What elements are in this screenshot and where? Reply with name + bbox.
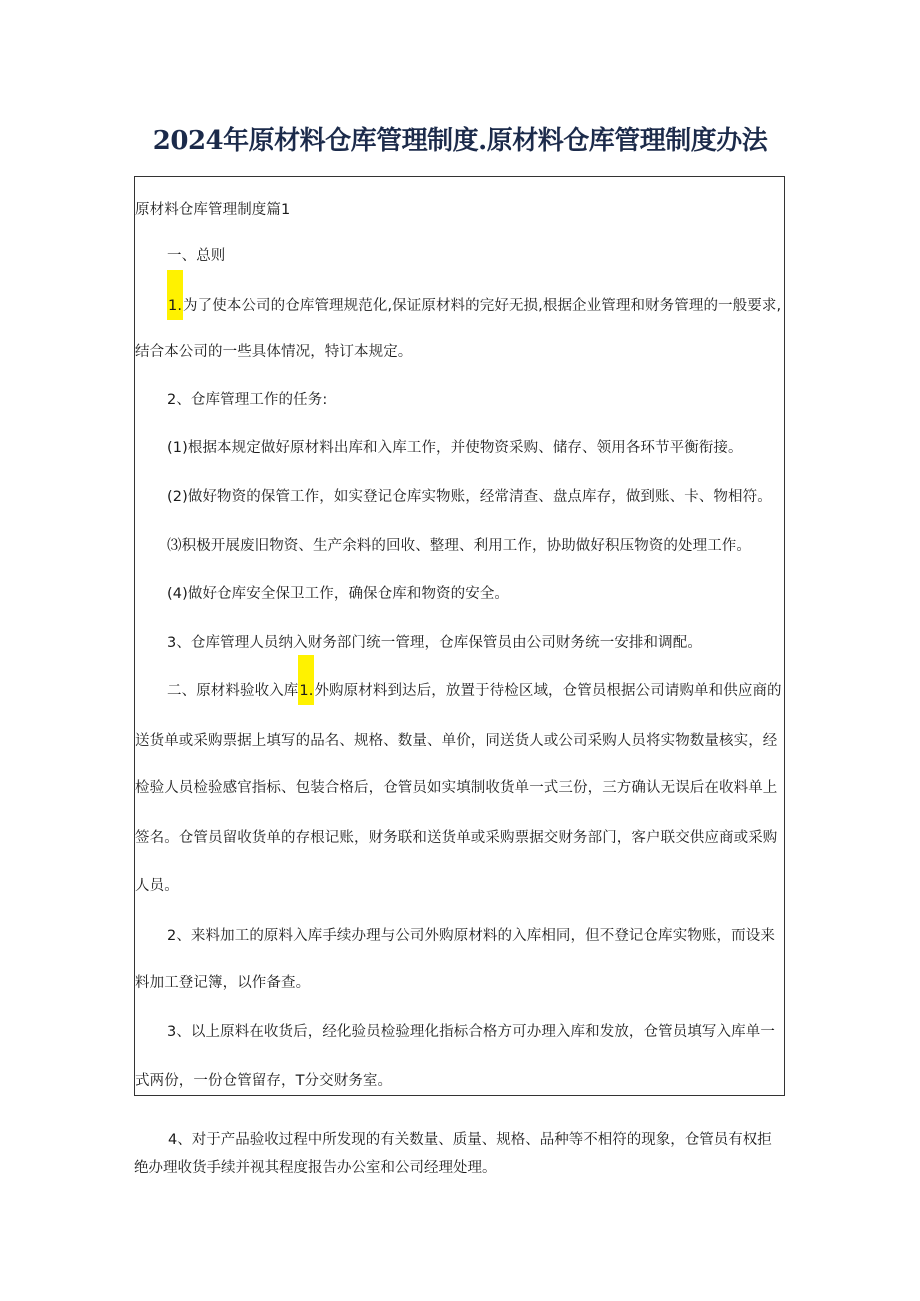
highlight-mark: 1.: [299, 683, 314, 699]
paragraph-1: [135, 296, 785, 316]
paragraph-s2-4: 4、对于产品验收过程中所发现的有关数量、质量、规格、品种等不相符的现象，仓管员有权拒: [168, 1132, 772, 1148]
paragraph-1-cont: 结合本公司的一些具体情况，特订本规定。: [135, 344, 413, 360]
section-receiving: [135, 681, 785, 701]
paragraph-1-text: 为了使本公司的仓库管理规范化,保证原材料的完好无损,根据企业管理和财务管理的一般要求,: [183, 298, 782, 314]
paragraph-2: 2、仓库管理工作的任务:: [167, 392, 328, 408]
paragraph-s2-2-cont: 料加工登记簿，以作备查。: [135, 975, 311, 991]
section-general: 一、总则: [167, 248, 226, 264]
section-receiving-cont-2: 检验人员检验感官指标、包装合格后，仓管员如实填制收货单一式三份，三方确认无误后在收料单上: [135, 780, 778, 796]
section-receiving-title: 二、原材料验收入库: [167, 683, 299, 699]
paragraph-2-4: (4)做好仓库安全保卫工作，确保仓库和物资的安全。: [167, 586, 510, 602]
paragraph-2-2: (2)做好物资的保管工作，如实登记仓库实物账，经常清查、盘点库存，做到账、卡、物相符。: [167, 489, 772, 505]
section-heading: 原材料仓库管理制度篇1: [135, 202, 291, 218]
section-receiving-cont-3: 签名。仓管员留收货单的存根记账，财务联和送货单或采购票据交财务部门，客户联交供应商或采购: [135, 830, 778, 846]
paragraph-3: 3、仓库管理人员纳入财务部门统一管理，仓库保管员由公司财务统一安排和调配。: [167, 635, 702, 651]
paragraph-2-3: ⑶积极开展废旧物资、生产余料的回收、整理、利用工作，协助做好积压物资的处理工作。: [167, 538, 751, 554]
highlight-mark: 1.: [168, 298, 183, 314]
paragraph-s2-2: 2、来料加工的原料入库手续办理与公司外购原材料的入库相同，但不登记仓库实物账，而设来: [167, 928, 775, 944]
document-title: 2024年原材料仓库管理制度.原材料仓库管理制度办法: [152, 126, 768, 156]
section-receiving-cont-4: 人员。: [135, 878, 179, 894]
paragraph-s2-3-cont: 式两份，一份仓管留存，T分交财务室。: [135, 1073, 393, 1089]
paragraph-s2-3: 3、以上原料在收货后，经化验员检验理化指标合格方可办理入库和发放，仓管员填写入库单一: [167, 1024, 775, 1040]
section-receiving-cont-1: 送货单或采购票据上填写的品名、规格、数量、单价，同送货人或公司采购人员将实物数量核实，经: [135, 733, 778, 749]
paragraph-s2-4-cont: 绝办理收货手续并视其程度报告办公室和公司经理处理。: [134, 1160, 497, 1176]
section-receiving-text: 外购原材料到达后，放置于待检区域，仓管员根据公司请购单和供应商的: [314, 683, 782, 699]
paragraph-2-1: (1)根据本规定做好原材料出库和入库工作，并使物资采购、储存、领用各环节平衡衔接。: [167, 440, 743, 456]
